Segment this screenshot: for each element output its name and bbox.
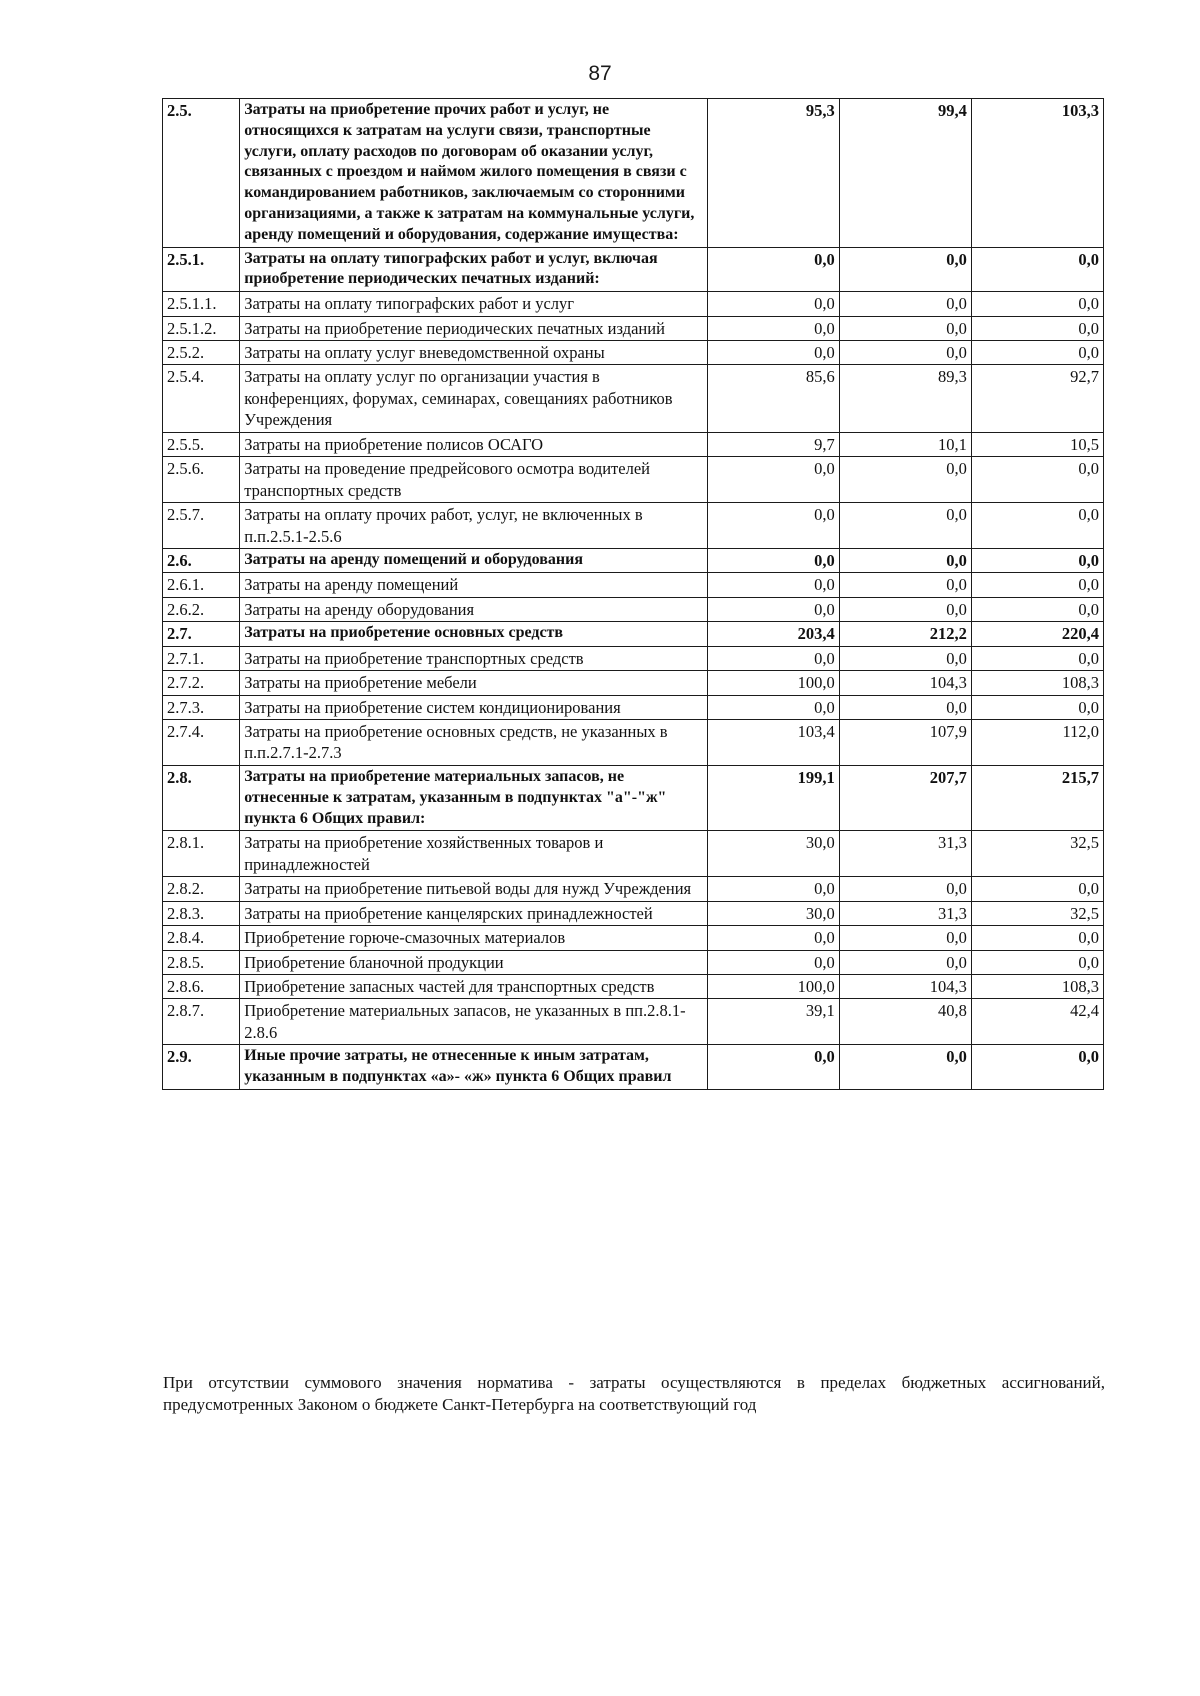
row-code: 2.8.6. [163, 974, 240, 998]
row-value-year3: 0,0 [971, 548, 1103, 572]
table-row [163, 831, 1104, 877]
row-name: Затраты на приобретение хозяйственных товаров и принадлежностей [240, 831, 707, 877]
row-value-year3: 103,3 [971, 99, 1103, 248]
row-value-year1: 9,7 [707, 432, 839, 456]
row-code: 2.8.3. [163, 901, 240, 925]
row-value-year2: 0,0 [839, 950, 971, 974]
row-value-year3: 0,0 [971, 597, 1103, 621]
row-value-year2: 0,0 [839, 457, 971, 503]
row-value-year1: 85,6 [707, 365, 839, 432]
row-value-year3: 0,0 [971, 316, 1103, 340]
table-row [163, 720, 1104, 766]
row-code: 2.5.6. [163, 457, 240, 503]
row-code: 2.6.1. [163, 573, 240, 597]
row-value-year1: 30,0 [707, 901, 839, 925]
row-value-year2: 10,1 [839, 432, 971, 456]
row-value-year2: 89,3 [839, 365, 971, 432]
row-value-year3: 10,5 [971, 432, 1103, 456]
row-value-year1: 0,0 [707, 573, 839, 597]
row-value-year2: 0,0 [839, 316, 971, 340]
table-row [163, 622, 1104, 646]
row-name: Затраты на проведение предрейсового осмотра водителей транспортных средств [240, 457, 707, 503]
row-name: Затраты на приобретение систем кондиционирования [240, 695, 707, 719]
row-value-year2: 0,0 [839, 1045, 971, 1090]
row-value-year2: 0,0 [839, 695, 971, 719]
table-row [163, 548, 1104, 572]
row-value-year3: 0,0 [971, 695, 1103, 719]
row-name: Затраты на приобретение транспортных средств [240, 646, 707, 670]
row-code: 2.5.5. [163, 432, 240, 456]
row-value-year3: 92,7 [971, 365, 1103, 432]
table-row [163, 99, 1104, 248]
row-value-year1: 95,3 [707, 99, 839, 248]
row-value-year3: 0,0 [971, 292, 1103, 316]
row-value-year2: 0,0 [839, 597, 971, 621]
row-code: 2.7.1. [163, 646, 240, 670]
row-name: Затраты на приобретение основных средств [240, 622, 707, 646]
row-value-year2: 0,0 [839, 341, 971, 365]
row-code: 2.8.7. [163, 999, 240, 1045]
row-name: Затраты на приобретение основных средств, не указанных в п.п.2.7.1-2.7.3 [240, 720, 707, 766]
row-value-year2: 0,0 [839, 503, 971, 549]
row-value-year3: 0,0 [971, 247, 1103, 292]
table-row [163, 926, 1104, 950]
table-row [163, 974, 1104, 998]
row-value-year2: 104,3 [839, 974, 971, 998]
row-name: Затраты на оплату прочих работ, услуг, не включенных в п.п.2.5.1-2.5.6 [240, 503, 707, 549]
row-value-year2: 212,2 [839, 622, 971, 646]
row-value-year2: 207,7 [839, 765, 971, 830]
table-row [163, 292, 1104, 316]
footer-note: При отсутствии суммового значения норматива - затраты осуществляются в пределах бюджетных ассигнований, предусмотренных Законом о бюджете Санкт-Петербурга на соответствующий год [163, 1373, 1105, 1415]
row-code: 2.7.2. [163, 671, 240, 695]
row-value-year3: 0,0 [971, 1045, 1103, 1090]
row-code: 2.5.2. [163, 341, 240, 365]
row-value-year1: 0,0 [707, 1045, 839, 1090]
row-value-year1: 0,0 [707, 457, 839, 503]
row-name: Затраты на приобретение полисов ОСАГО [240, 432, 707, 456]
row-name: Приобретение материальных запасов, не указанных в пп.2.8.1-2.8.6 [240, 999, 707, 1045]
row-name: Приобретение запасных частей для транспортных средств [240, 974, 707, 998]
row-value-year2: 0,0 [839, 877, 971, 901]
row-name: Приобретение горюче-смазочных материалов [240, 926, 707, 950]
row-value-year1: 0,0 [707, 695, 839, 719]
row-value-year1: 0,0 [707, 548, 839, 572]
row-value-year3: 0,0 [971, 503, 1103, 549]
table-row [163, 341, 1104, 365]
row-name: Затраты на приобретение периодических печатных изданий [240, 316, 707, 340]
table-row [163, 247, 1104, 292]
row-value-year2: 31,3 [839, 831, 971, 877]
row-value-year3: 32,5 [971, 831, 1103, 877]
row-value-year2: 0,0 [839, 573, 971, 597]
row-code: 2.8.5. [163, 950, 240, 974]
row-name: Затраты на приобретение канцелярских принадлежностей [240, 901, 707, 925]
row-code: 2.8. [163, 765, 240, 830]
row-value-year1: 100,0 [707, 974, 839, 998]
row-value-year1: 100,0 [707, 671, 839, 695]
row-value-year1: 0,0 [707, 597, 839, 621]
row-value-year3: 215,7 [971, 765, 1103, 830]
table-row [163, 999, 1104, 1045]
row-value-year3: 0,0 [971, 341, 1103, 365]
row-value-year1: 0,0 [707, 877, 839, 901]
row-value-year3: 108,3 [971, 974, 1103, 998]
row-name: Приобретение бланочной продукции [240, 950, 707, 974]
row-name: Затраты на приобретение материальных запасов, не отнесенные к затратам, указанным в подпунктах "а"-"ж" пункта 6 Общих правил: [240, 765, 707, 830]
row-value-year1: 0,0 [707, 292, 839, 316]
row-code: 2.8.1. [163, 831, 240, 877]
row-code: 2.5.4. [163, 365, 240, 432]
row-value-year3: 112,0 [971, 720, 1103, 766]
row-code: 2.5.1.2. [163, 316, 240, 340]
row-value-year1: 103,4 [707, 720, 839, 766]
table-row [163, 877, 1104, 901]
row-value-year2: 104,3 [839, 671, 971, 695]
table-row [163, 432, 1104, 456]
row-name: Затраты на аренду помещений и оборудования [240, 548, 707, 572]
row-code: 2.6.2. [163, 597, 240, 621]
row-value-year1: 0,0 [707, 950, 839, 974]
row-code: 2.9. [163, 1045, 240, 1090]
table-row [163, 597, 1104, 621]
row-value-year3: 0,0 [971, 646, 1103, 670]
table-row [163, 365, 1104, 432]
row-value-year2: 40,8 [839, 999, 971, 1045]
row-name: Иные прочие затраты, не отнесенные к иным затратам, указанным в подпунктах «а»- «ж» пункта 6 Общих правил [240, 1045, 707, 1090]
table-row [163, 457, 1104, 503]
row-name: Затраты на аренду оборудования [240, 597, 707, 621]
row-code: 2.7.3. [163, 695, 240, 719]
table-row [163, 765, 1104, 830]
table-row [163, 1045, 1104, 1090]
row-name: Затраты на оплату услуг вневедомственной охраны [240, 341, 707, 365]
row-code: 2.5.1.1. [163, 292, 240, 316]
row-value-year3: 0,0 [971, 457, 1103, 503]
table-row [163, 503, 1104, 549]
row-name: Затраты на аренду помещений [240, 573, 707, 597]
row-value-year2: 99,4 [839, 99, 971, 248]
row-name: Затраты на приобретение питьевой воды для нужд Учреждения [240, 877, 707, 901]
row-value-year1: 39,1 [707, 999, 839, 1045]
row-value-year2: 0,0 [839, 247, 971, 292]
table-row [163, 316, 1104, 340]
row-value-year2: 0,0 [839, 548, 971, 572]
row-code: 2.7. [163, 622, 240, 646]
row-name: Затраты на оплату типографских работ и услуг, включая приобретение периодических печатных изданий: [240, 247, 707, 292]
row-value-year3: 0,0 [971, 926, 1103, 950]
row-name: Затраты на приобретение мебели [240, 671, 707, 695]
row-value-year2: 107,9 [839, 720, 971, 766]
row-value-year2: 0,0 [839, 926, 971, 950]
row-code: 2.8.4. [163, 926, 240, 950]
row-value-year1: 0,0 [707, 341, 839, 365]
row-value-year3: 0,0 [971, 950, 1103, 974]
row-value-year1: 0,0 [707, 247, 839, 292]
table-row [163, 950, 1104, 974]
table-row [163, 646, 1104, 670]
row-name: Затраты на приобретение прочих работ и услуг, не относящихся к затратам на услуги связи, транспортные услуги, оплату расходов по договорам об оказании услуг, связанных с проездом и наймом жилого помещения в связи с командированием работников, заключаемым со сторонними организациями, а также к затратам на коммунальные услуги, аренду помещений и оборудования, содержание имущества: [240, 99, 707, 248]
row-value-year3: 32,5 [971, 901, 1103, 925]
row-value-year1: 0,0 [707, 646, 839, 670]
row-value-year3: 108,3 [971, 671, 1103, 695]
row-value-year1: 199,1 [707, 765, 839, 830]
row-value-year2: 31,3 [839, 901, 971, 925]
row-value-year1: 30,0 [707, 831, 839, 877]
table-row [163, 695, 1104, 719]
table-row [163, 671, 1104, 695]
row-name: Затраты на оплату услуг по организации участия в конференциях, форумах, семинарах, совещаниях работников Учреждения [240, 365, 707, 432]
row-code: 2.5.1. [163, 247, 240, 292]
row-value-year1: 0,0 [707, 503, 839, 549]
table-row [163, 573, 1104, 597]
row-code: 2.7.4. [163, 720, 240, 766]
row-value-year2: 0,0 [839, 646, 971, 670]
row-value-year3: 0,0 [971, 573, 1103, 597]
table-row [163, 901, 1104, 925]
row-value-year3: 0,0 [971, 877, 1103, 901]
row-value-year3: 42,4 [971, 999, 1103, 1045]
row-name: Затраты на оплату типографских работ и услуг [240, 292, 707, 316]
row-value-year1: 0,0 [707, 316, 839, 340]
cost-norms-table [162, 98, 1104, 1090]
table-body [163, 99, 1104, 1090]
row-value-year3: 220,4 [971, 622, 1103, 646]
row-code: 2.5. [163, 99, 240, 248]
row-value-year1: 0,0 [707, 926, 839, 950]
row-code: 2.6. [163, 548, 240, 572]
row-value-year1: 203,4 [707, 622, 839, 646]
row-code: 2.8.2. [163, 877, 240, 901]
row-code: 2.5.7. [163, 503, 240, 549]
row-value-year2: 0,0 [839, 292, 971, 316]
page-number: 87 [588, 62, 612, 85]
